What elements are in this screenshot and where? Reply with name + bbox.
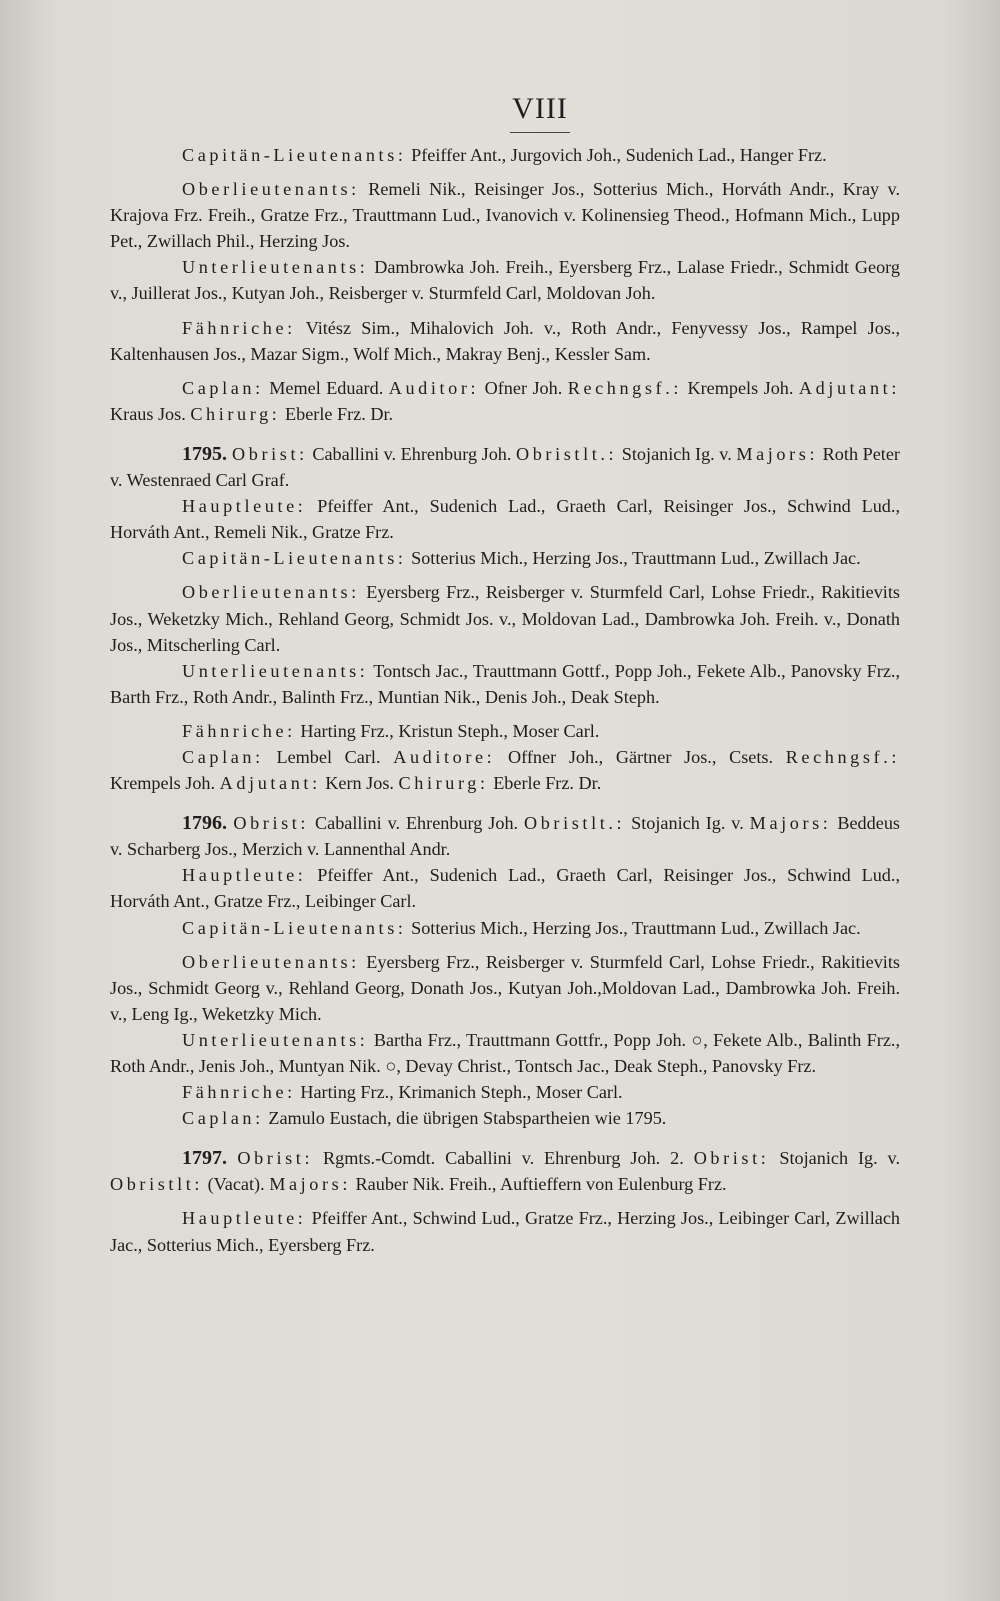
rank-label: Unterlieutenants: <box>182 257 369 278</box>
names-text: Beddeus v. Scharberg Jos., Merzich v. Lannenthal Andr. <box>110 813 900 860</box>
names-text: Kraus Jos. <box>110 403 191 424</box>
rank-label: Obrist: <box>232 443 308 464</box>
page-number: VIII <box>510 92 570 133</box>
roster-paragraph <box>110 254 900 306</box>
names-text: Eberle Frz. Dr. <box>280 403 394 424</box>
rank-label: Auditore: <box>393 746 496 767</box>
rank-label: Unterlieutenants: <box>182 660 369 681</box>
roster-paragraph <box>110 493 900 545</box>
rank-label: Rechngsf.: <box>785 746 900 767</box>
names-text: Harting Frz., Kristun Steph., Moser Carl. <box>295 720 600 741</box>
roster-paragraph <box>110 810 900 862</box>
names-text: Zamulo Eustach, die übrigen Stabspartheien wie 1795. <box>263 1108 667 1129</box>
roster-paragraph <box>110 315 900 367</box>
roster-paragraph <box>110 1079 900 1105</box>
rank-label: Caplan: <box>182 377 264 398</box>
year-heading: 1795. <box>182 442 233 465</box>
names-text: Memel Eduard. <box>263 377 389 398</box>
body-text <box>110 142 900 1258</box>
names-text: Bartha Frz., Trauttmann Gottfr., Popp Joh. ○, Fekete Alb., Balinth Frz., Roth Andr., Jenis Joh., Muntyan Nik. ○, Devay Christ., Tontsch Jac., Deak Steph., Panovsky Frz. <box>110 1029 900 1076</box>
names-text: Pfeiffer Ant., Sudenich Lad., Graeth Carl, Reisinger Jos., Schwind Lud., Horváth Ant., Remeli Nik., Gratze Frz. <box>110 496 900 543</box>
page-header <box>0 92 1000 133</box>
names-text: Stojanich Ig. v. <box>769 1148 901 1169</box>
names-text: Krempels Joh. <box>682 377 799 398</box>
names-text: (Vacat). <box>203 1174 270 1195</box>
names-text: Caballini v. Ehrenburg Joh. <box>309 813 524 834</box>
rank-label: Caplan: <box>182 1108 264 1129</box>
roster-paragraph <box>110 744 900 796</box>
roster-paragraph <box>110 658 900 710</box>
names-text: Dambrowka Joh. Freih., Eyersberg Frz., Lalase Friedr., Schmidt Georg v., Juillerat Jos., Kutyan Joh., Reisberger v. Sturmfeld Carl, Moldovan Joh. <box>110 257 900 304</box>
rank-label: Majors: <box>269 1174 351 1195</box>
roster-paragraph <box>110 718 900 744</box>
names-text: Stojanich Ig. v. <box>617 443 737 464</box>
year-heading: 1797. <box>182 1147 238 1170</box>
rank-label: Chirurg: <box>190 403 281 424</box>
rank-label: Oberlieutenants: <box>182 951 360 972</box>
rank-label: Capitän-Lieutenants: <box>182 145 407 165</box>
names-text: Vitész Sim., Mihalovich Joh. v., Roth Andr., Fenyvessy Jos., Rampel Jos., Kaltenhausen Jos., Mazar Sigm., Wolf Mich., Makray Benj., Kessler Sam. <box>110 317 900 364</box>
rank-label: Obristlt.: <box>516 443 618 464</box>
names-text: Caballini v. Ehrenburg Joh. <box>307 443 516 464</box>
rank-label: Chirurg: <box>398 773 489 794</box>
names-text: Ofner Joh. <box>479 377 568 398</box>
rank-label: Caplan: <box>182 746 264 767</box>
roster-paragraph <box>110 1205 900 1257</box>
rank-label: Fähnriche: <box>182 317 296 338</box>
roster-paragraph <box>110 1145 900 1197</box>
names-text: Remeli Nik., Reisinger Jos., Sotterius Mich., Horváth Andr., Kray v. Krajova Frz. Freih., Gratze Frz., Trauttmann Lud., Ivanovich v. Kolinensieg Theod., Hofmann Mich., Lupp Pet., Zwillach Phil., Herzing Jos. <box>110 179 900 252</box>
rank-label: Oberlieutenants: <box>182 582 360 603</box>
roster-paragraph <box>110 1105 900 1131</box>
year-heading: 1796. <box>182 812 234 835</box>
rank-label: Hauptleute: <box>182 865 307 886</box>
roster-paragraph <box>110 375 900 427</box>
roster-paragraph <box>110 176 900 254</box>
names-text: Lembel Carl. <box>263 746 394 767</box>
rank-label: Obrist: <box>237 1148 314 1169</box>
roster-paragraph <box>110 579 900 657</box>
rank-label: Hauptleute: <box>182 496 307 517</box>
rank-label: Rechngsf.: <box>567 377 683 398</box>
names-text: Pfeiffer Ant., Sudenich Lad., Graeth Carl, Reisinger Jos., Schwind Lud., Horváth Ant., Gratze Frz., Leibinger Carl. <box>110 865 900 912</box>
rank-label: Capitän-Lieutenants: <box>182 548 407 569</box>
rank-label: Fähnriche: <box>182 720 296 741</box>
names-text: Kern Jos. <box>320 773 399 794</box>
rank-label: Majors: <box>749 813 832 834</box>
rank-label: Obrist: <box>233 813 310 834</box>
rank-label: Fähnriche: <box>182 1082 296 1103</box>
roster-paragraph <box>110 915 900 941</box>
roster-paragraph <box>110 862 900 914</box>
names-text: Roth Peter v. Westenraed Carl Graf. <box>110 443 900 491</box>
rank-label: Capitän-Lieutenants: <box>182 917 407 938</box>
rank-label: Majors: <box>736 443 819 464</box>
rank-label: Obristlt: <box>110 1174 204 1195</box>
names-text: Eyersberg Frz., Reisberger v. Sturmfeld Carl, Lohse Friedr., Rakitievits Jos., Weketzky Mich., Rehland Georg, Schmidt Jos. v., Moldovan Lad., Dambrowka Joh. Freih. v., Donath Jos., Mitscherling Carl. <box>110 582 900 655</box>
names-text: Rgmts.-Comdt. Caballini v. Ehrenburg Joh. 2. <box>313 1148 694 1169</box>
names-text: Sotterius Mich., Herzing Jos., Trauttmann Lud., Zwillach Jac. <box>406 917 861 938</box>
names-text: Rauber Nik. Freih., Auftieffern von Eulenburg Frz. <box>350 1174 727 1195</box>
names-text: Harting Frz., Krimanich Steph., Moser Carl. <box>295 1082 623 1103</box>
names-text: Krempels Joh. <box>110 773 220 794</box>
rank-label: Obrist: <box>693 1148 770 1169</box>
rank-label: Auditor: <box>388 377 480 398</box>
rank-label: Adjutant: <box>219 773 321 794</box>
names-text: Eyersberg Frz., Reisberger v. Sturmfeld Carl, Lohse Friedr., Rakitievits Jos., Schmidt Georg v., Rehland Georg, Donath Jos., Kutyan Joh.,Moldovan Lad., Dambrowka Joh. Freih. v., Leng Ig., Weketzky Mich. <box>110 951 900 1024</box>
names-text: Pfeiffer Ant., Schwind Lud., Gratze Frz., Herzing Jos., Leibinger Carl, Zwillach Jac., Sotterius Mich., Eyersberg Frz. <box>110 1208 900 1255</box>
rank-label: Adjutant: <box>798 377 900 398</box>
roster-paragraph <box>110 142 900 168</box>
names-text: Pfeiffer Ant., Jurgovich Joh., Sudenich Lad., Hanger Frz. <box>406 145 827 165</box>
names-text: Eberle Frz. Dr. <box>488 773 602 794</box>
rank-label: Oberlieutenants: <box>182 179 360 200</box>
roster-paragraph <box>110 545 900 571</box>
names-text: Tontsch Jac., Trauttmann Gottf., Popp Joh., Fekete Alb., Panovsky Frz., Barth Frz., Roth Andr., Balinth Frz., Muntian Nik., Denis Joh., Deak Steph. <box>110 660 900 707</box>
rank-label: Hauptleute: <box>182 1208 307 1229</box>
names-text: Stojanich Ig. v. <box>625 813 750 834</box>
names-text: Sotterius Mich., Herzing Jos., Trauttmann Lud., Zwillach Jac. <box>406 548 861 569</box>
roster-paragraph <box>110 949 900 1027</box>
roster-paragraph <box>110 1027 900 1079</box>
roster-paragraph <box>110 441 900 493</box>
rank-label: Obristlt.: <box>524 813 626 834</box>
rank-label: Unterlieutenants: <box>182 1029 369 1050</box>
names-text: Offner Joh., Gärtner Jos., Csets. <box>495 746 786 767</box>
